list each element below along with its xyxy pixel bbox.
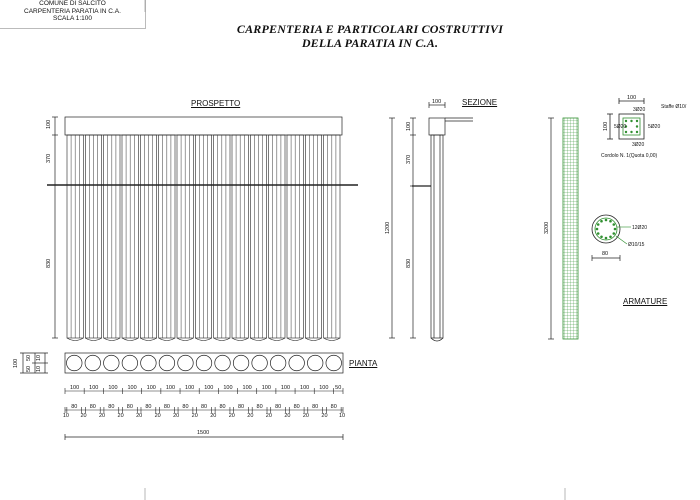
sezione-cap (429, 118, 445, 135)
prospetto-pile (195, 135, 211, 341)
pianta-row2-label: 20 (302, 413, 309, 419)
pianta-row2-label: 20 (210, 413, 217, 419)
pianta-row2-label: 10 (339, 413, 346, 419)
palo-bar (596, 228, 599, 231)
prospetto-pile (140, 135, 156, 341)
cordolo-stirrups: Staffe Ø10/ (661, 104, 687, 110)
pianta-row2-label: 20 (173, 413, 180, 419)
pianta-row1-label: 100 (300, 385, 310, 391)
pianta-total: 1500 (197, 430, 210, 436)
prospetto-label: PROSPETTO (191, 99, 241, 108)
pianta-row2-label: 80 (330, 404, 337, 410)
pianta-left-dim-4: 10 (36, 354, 42, 361)
pianta-pile-circle (104, 355, 120, 371)
pianta-pile-circle (141, 355, 157, 371)
pianta-row2-label: 80 (71, 404, 78, 410)
pianta-label: PIANTA (349, 359, 378, 368)
pianta-pile-circle (67, 355, 83, 371)
pianta-pile-circle (307, 355, 323, 371)
pianta-pile-circle (159, 355, 175, 371)
prospetto-pile (104, 135, 120, 341)
cordolo-width: 100 (627, 95, 637, 101)
prospetto-view (47, 117, 358, 341)
prospetto-pile (177, 135, 193, 341)
pianta-row2-label: 80 (89, 404, 96, 410)
palo-diameter: 80 (602, 251, 609, 257)
pianta-pile-circle (252, 355, 268, 371)
pianta-row1-label: 100 (146, 385, 156, 391)
pianta-pile-circle (289, 355, 305, 371)
pianta-row1-label: 100 (261, 385, 271, 391)
sezione-dim-top: 100 (406, 121, 412, 131)
prospetto-pile (85, 135, 101, 341)
prospetto-cap-beam (65, 117, 342, 135)
sezione-view (389, 102, 473, 341)
pianta-row2-label: 20 (265, 413, 272, 419)
pianta-beam (65, 353, 343, 373)
pianta-row2-label: 20 (191, 413, 198, 419)
pianta-row2-label: 80 (145, 404, 152, 410)
pianta-row1-label: 100 (280, 385, 291, 391)
pianta-row2-label: 80 (126, 404, 133, 410)
prospetto-pile (250, 135, 266, 341)
palo-bar (597, 232, 600, 235)
cordolo-section (607, 98, 644, 139)
pianta-pile-circle (270, 355, 286, 371)
cordolo-top-bars: 3Ø20 (633, 107, 646, 113)
pianta-row2-label: 80 (238, 404, 245, 410)
pianta-row2-label: 10 (62, 413, 69, 419)
palo-bar (612, 223, 615, 226)
pianta-row1-label: 50 (335, 385, 342, 391)
palo-bar (605, 219, 608, 222)
cordolo-left-bars: 5Ø20 (614, 124, 627, 130)
prospetto-pile (287, 135, 303, 341)
cordolo-height: 100 (603, 121, 609, 131)
pianta-row1-label: 100 (108, 385, 118, 391)
armature-dim-height: 3200 (544, 221, 550, 234)
prospetto-pile (214, 135, 230, 341)
pianta-row1-label: 100 (89, 385, 99, 391)
pianta-row2-label: 80 (108, 404, 115, 410)
pianta-row2-label: 80 (163, 404, 170, 410)
palo-bar (612, 232, 615, 235)
pianta-left-dim-2: 50 (26, 354, 32, 361)
cordolo-right-bars: 5Ø20 (648, 124, 661, 130)
pianta-row1-label: 100 (319, 385, 329, 391)
prospetto-pile (232, 135, 248, 341)
sezione-label: SEZIONE (462, 98, 498, 107)
palo-section (592, 215, 631, 261)
pianta-row2-label: 20 (154, 413, 161, 419)
palo-bar (605, 237, 608, 240)
prospetto-pile (269, 135, 285, 341)
palo-bars-label: 12Ø20 (632, 225, 648, 231)
pianta-row2-label: 80 (312, 404, 319, 410)
pianta-row2-label: 20 (228, 413, 235, 419)
palo-bar (597, 223, 600, 226)
pianta-row2-label: 80 (256, 404, 263, 410)
pianta-row2-label: 20 (80, 413, 87, 419)
title-block-line-3: SCALA 1:100 (52, 15, 93, 22)
sezione-dim-lower: 830 (406, 258, 412, 268)
pianta-left-dim-3: 50 (26, 365, 32, 372)
pianta-row2-label: 20 (99, 413, 106, 419)
sezione-pile (431, 135, 443, 338)
prospetto-dim-lower: 830 (46, 258, 52, 268)
prospetto-pile (67, 135, 83, 341)
pianta-row1-label: 100 (69, 385, 80, 391)
pianta-pile-circle (233, 355, 249, 371)
pianta-row2-label: 80 (275, 404, 282, 410)
pianta-row2-label: 20 (247, 413, 254, 419)
pianta-row1-label: 100 (165, 385, 176, 391)
prospetto-dim-top: 100 (46, 119, 52, 129)
armature-label: ARMATURE (623, 297, 668, 306)
pianta-row1-label: 100 (204, 385, 214, 391)
pianta-dimension-chains (63, 385, 345, 419)
pianta-pile-circle (178, 355, 194, 371)
pianta-row2-label: 20 (117, 413, 124, 419)
drawing-title-line-1: CARPENTERIA E PARTICOLARI COSTRUTTIVI (236, 22, 504, 36)
pianta-row2-label: 80 (182, 404, 189, 410)
pianta-row1-label: 100 (223, 385, 233, 391)
palo-bar (600, 235, 603, 238)
sezione-dim-upper: 370 (406, 154, 412, 164)
pianta-pile-circle (196, 355, 212, 371)
palo-bar (614, 228, 617, 231)
cordolo-bottom-bars: 3Ø20 (632, 142, 645, 148)
prospetto-pile (324, 135, 340, 341)
pianta-circles (67, 355, 342, 371)
cordolo-caption: Cordolo N. 1(Quota 0,00) (601, 153, 658, 159)
pianta-row2-label: 80 (219, 404, 226, 410)
title-block-line-2: CARPENTERIA PARATIA IN C.A. (24, 7, 121, 15)
sezione-pile-tip (431, 338, 443, 341)
sezione-dim-total: 1200 (385, 221, 391, 234)
prospetto-pile (305, 135, 321, 341)
pianta-view (20, 353, 343, 373)
pianta-row1-label: 100 (242, 385, 252, 391)
prospetto-pile (122, 135, 138, 341)
pianta-row1-label: 100 (185, 385, 195, 391)
pianta-row2-label: 80 (293, 404, 300, 410)
pianta-row2-label: 20 (284, 413, 291, 419)
pianta-pile-circle (326, 355, 342, 371)
palo-spiral-label: Ø10/15 (628, 242, 645, 248)
sezione-dim-width-text: 100 (432, 99, 442, 105)
pianta-row1-label: 100 (127, 385, 137, 391)
prospetto-piles (67, 135, 340, 341)
prospetto-pile (159, 135, 175, 341)
pianta-left-dim-5: 10 (36, 365, 42, 372)
palo-bar (609, 220, 612, 223)
pianta-row2-label: 20 (321, 413, 328, 419)
drawing-title-line-2: DELLA PARATIA IN C.A. (301, 36, 439, 50)
pianta-row2-label: 80 (200, 404, 208, 410)
pianta-pile-circle (215, 355, 231, 371)
title-block-line-1: COMUNE DI SALCITO (39, 0, 106, 7)
pianta-left-dim-1: 100 (13, 358, 19, 368)
armature-column-mesh (563, 118, 578, 339)
prospetto-dim-upper: 370 (46, 153, 52, 163)
pianta-pile-circle (122, 355, 138, 371)
pianta-pile-circle (85, 355, 101, 371)
palo-bars (596, 219, 617, 240)
palo-bar (609, 235, 612, 238)
pianta-row2-label: 20 (136, 413, 143, 419)
palo-bar (600, 220, 603, 223)
